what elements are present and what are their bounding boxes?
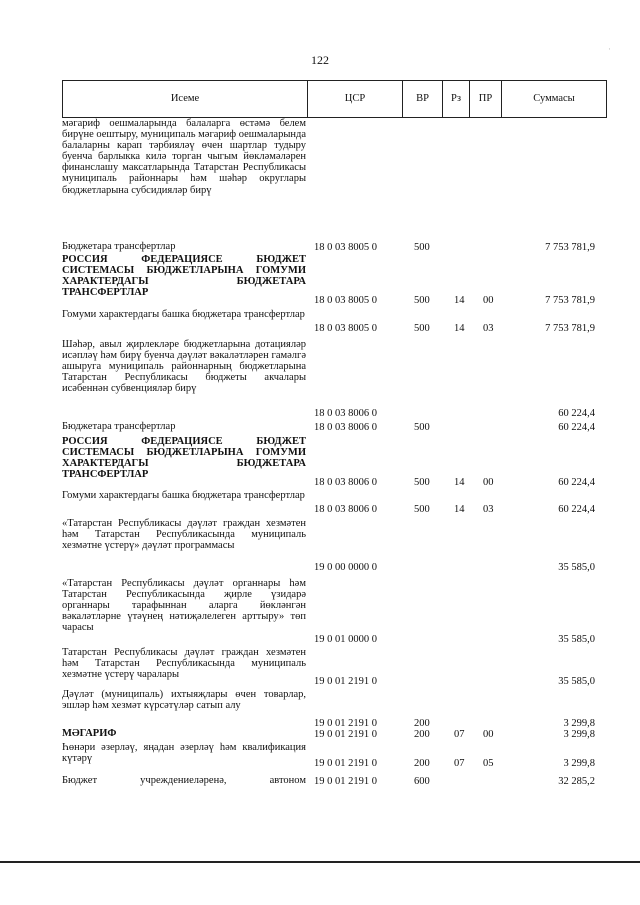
row-name: Гомуми характердагы башка бюджетара трансфертлар <box>62 490 305 501</box>
table-row <box>62 775 607 788</box>
row-name: «Татарстан Республикасы дәүләт граждан хезмәтен һәм Татарстан Республикасында муниципаль хезмәтне үстерү» дәүләт программасы <box>62 518 306 552</box>
row-name: Бюджетара трансфертлар <box>62 241 176 252</box>
row-csr: 19 0 01 2191 0 <box>314 718 377 729</box>
row-sum: 35 585,0 <box>558 634 595 645</box>
row-name: РОССИЯ ФЕДЕРАЦИЯСЕ БЮДЖЕТ СИСТЕМАСЫ БЮДЖЕТЛАРЫНА ГОМУМИ ХАРАКТЕРДАГЫ БЮДЖЕТАРА ТРАНСФЕРТЛАР <box>62 254 306 299</box>
row-vr: 500 <box>414 477 430 488</box>
row-rz: 14 <box>454 477 465 488</box>
row-csr: 18 0 03 8006 0 <box>314 422 377 433</box>
row-name: РОССИЯ ФЕДЕРАЦИЯСЕ БЮДЖЕТ СИСТЕМАСЫ БЮДЖЕТЛАРЫНА ГОМУМИ ХАРАКТЕРДАГЫ БЮДЖЕТАРА ТРАНСФЕРТЛАР <box>62 436 306 481</box>
row-csr: 18 0 03 8005 0 <box>314 242 377 253</box>
header-rz: Рз <box>442 81 469 117</box>
row-vr: 500 <box>414 295 430 306</box>
row-vr: 500 <box>414 323 430 334</box>
row-pr: 00 <box>483 477 494 488</box>
row-sum: 7 753 781,9 <box>545 323 595 334</box>
row-vr: 200 <box>414 729 430 740</box>
table-row <box>62 689 607 730</box>
row-name: Шәһәр, авыл җирлекләре бюджетларына дотацияләр исәпләү һәм бирү буенча дәүләт вәкаләтләрен гамәлгә ашыруга муниципаль районнарның бюджетларына Татарстан Республикасы бюджеты акчалары исәбеннән субвенцияләр бирү <box>62 339 306 395</box>
row-sum: 32 285,2 <box>558 776 595 787</box>
row-rz: 14 <box>454 323 465 334</box>
table-row <box>62 309 607 335</box>
row-csr: 19 0 01 0000 0 <box>314 634 377 645</box>
table-row <box>62 436 607 489</box>
table-row <box>62 578 607 646</box>
header-vr: ВР <box>402 81 442 117</box>
page-number: 122 <box>311 53 329 67</box>
bottom-rule <box>0 861 640 863</box>
row-csr: 18 0 03 8005 0 <box>314 295 377 306</box>
row-pr: 00 <box>483 729 494 740</box>
row-sum: 60 224,4 <box>558 477 595 488</box>
row-csr: 18 0 03 8006 0 <box>314 504 377 515</box>
row-pr: 03 <box>483 504 494 515</box>
table-row <box>62 647 607 688</box>
row-name: мәгариф оешмаларында балаларга өстәмә белем бирүне оештыру, муниципаль мәгариф оешмаларында балаларны карап тәрбияләү өчен шартлар тудыру буенча барлыкка килә торган чыгым йөкләмәләрен финанслашу максатларында Татарстан Республикасы муниципаль районнары һәм шәһәр округлары бюджетларына субсидияләр бирү <box>62 118 306 196</box>
row-name: МӘГАРИФ <box>62 728 117 739</box>
row-name: Дәүләт (муниципаль) ихтыяҗлары өчен товарлар, эшләр һәм хезмәт күрсәтүләр сатып алу <box>62 689 306 712</box>
row-csr: 18 0 03 8005 0 <box>314 323 377 334</box>
row-sum: 3 299,8 <box>563 718 595 729</box>
row-rz: 14 <box>454 504 465 515</box>
table-row <box>62 728 607 741</box>
row-sum: 60 224,4 <box>558 422 595 433</box>
table-row <box>62 742 607 770</box>
row-pr: 05 <box>483 758 494 769</box>
table-row <box>62 241 607 254</box>
row-sum: 35 585,0 <box>558 562 595 573</box>
header-name: Исеме <box>170 93 200 104</box>
row-csr: 19 0 01 2191 0 <box>314 758 377 769</box>
header-pr: ПР <box>469 81 501 117</box>
row-pr: 00 <box>483 295 494 306</box>
row-vr: 500 <box>414 242 430 253</box>
table-row <box>62 518 607 574</box>
row-vr: 600 <box>414 776 430 787</box>
row-sum: 60 224,4 <box>558 504 595 515</box>
row-csr: 19 0 01 2191 0 <box>314 676 377 687</box>
row-vr: 500 <box>414 504 430 515</box>
header-csr: ЦСР <box>307 81 402 117</box>
row-rz: 07 <box>454 729 465 740</box>
row-pr: 03 <box>483 323 494 334</box>
table-header <box>62 80 607 118</box>
row-rz: 14 <box>454 295 465 306</box>
row-name: Бюджет учреждениеләренә, автоном <box>62 775 306 786</box>
row-rz: 07 <box>454 758 465 769</box>
row-name: «Татарстан Республикасы дәүләт органнары һәм Татарстан Республикасында җирле үзидарә органнары тарафыннан аларга йөкләнгән вәкаләтләрне үтәүнең нәтиҗәлелеген арттыру» төп чарасы <box>62 578 306 634</box>
row-name: Гомуми характердагы башка бюджетара трансфертлар <box>62 309 305 320</box>
row-sum: 35 585,0 <box>558 676 595 687</box>
row-vr: 200 <box>414 758 430 769</box>
row-csr: 18 0 03 8006 0 <box>314 477 377 488</box>
row-csr: 19 0 00 0000 0 <box>314 562 377 573</box>
scan-mark: · <box>608 44 611 54</box>
row-name: Бюджетара трансфертлар <box>62 421 176 432</box>
row-csr: 19 0 01 2191 0 <box>314 729 377 740</box>
row-sum: 7 753 781,9 <box>545 242 595 253</box>
table-row <box>62 339 607 420</box>
row-name: Һөнәри әзерләү, яңадан әзерләү һәм квалификация күтәрү <box>62 742 306 765</box>
row-name: Татарстан Республикасы дәүләт граждан хезмәтен һәм Татарстан Республикасында муниципаль хезмәтне үстерү чаралары <box>62 647 306 681</box>
row-sum: 7 753 781,9 <box>545 295 595 306</box>
row-sum: 3 299,8 <box>563 729 595 740</box>
table-row <box>62 490 607 516</box>
table-row <box>62 421 607 434</box>
row-csr: 18 0 03 8006 0 <box>314 408 377 419</box>
row-vr: 200 <box>414 718 430 729</box>
row-vr: 500 <box>414 422 430 433</box>
table-row <box>62 254 607 307</box>
table-row <box>62 118 607 251</box>
row-sum: 60 224,4 <box>558 408 595 419</box>
header-sum: Суммасы <box>501 81 606 117</box>
row-sum: 3 299,8 <box>563 758 595 769</box>
row-csr: 19 0 01 2191 0 <box>314 776 377 787</box>
